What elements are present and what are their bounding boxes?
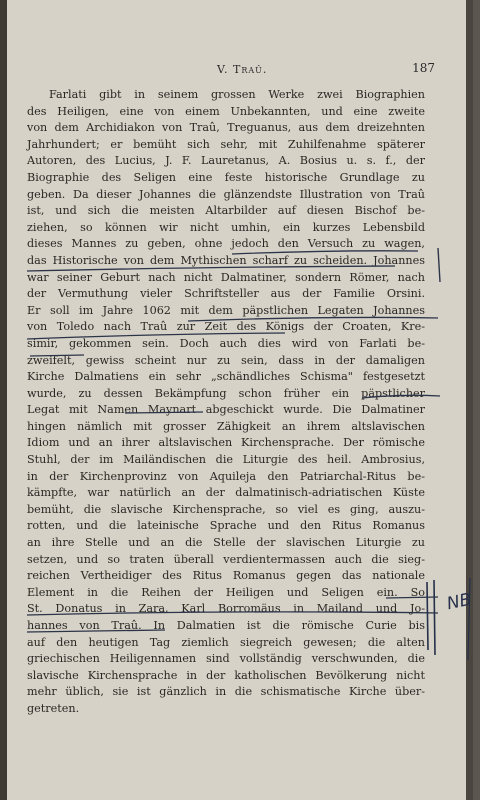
text-line: in der Kirchenprovinz von Aquileja den Patriarchal-Ritus be- bbox=[27, 469, 425, 483]
text-line: Stuhl, der im Mailändischen die Liturgie des heil. Ambrosius, bbox=[27, 453, 425, 467]
text-line: Kirche Dalmatiens ein sehr „schändliches Schisma" festgesetzt bbox=[27, 370, 425, 384]
text-line: hannes von Traû. In Dalmatien ist die römische Curie bis bbox=[27, 619, 425, 632]
text-line: bemüht, die slavische Kirchensprache, so viel es ging, auszu- bbox=[27, 502, 425, 516]
text-line: Element in die Reihen der Heiligen und Seligen ein. So bbox=[27, 585, 425, 599]
book-page bbox=[7, 0, 473, 800]
text-line: slavische Kirchensprache in der katholischen Bevölkerung nicht bbox=[27, 668, 425, 682]
text-line: ziehen, so können wir nicht umhin, ein kurzes Lebensbild bbox=[27, 220, 425, 234]
text-line: an ihre Stelle und an die Stelle der slavischen Liturgie zu bbox=[27, 536, 425, 550]
marginal-note: NB bbox=[445, 589, 474, 615]
text-line: wurde, zu dessen Bekämpfung schon früher ein päpstlicher bbox=[27, 386, 425, 400]
text-line: getreten. bbox=[27, 701, 80, 715]
text-line: kämpfte, war natürlich an der dalmatinisch-adriatischen Küste bbox=[27, 486, 425, 500]
text-line: von Toledo nach Traû zur Zeit des Königs der Croaten, Kre- bbox=[27, 320, 425, 334]
text-line: mehr üblich, sie ist gänzlich in die schismatische Kirche über- bbox=[27, 685, 425, 699]
text-line: von dem Archidiakon von Traû, Treguanus, aus dem dreizehnten bbox=[27, 121, 425, 135]
page-number: 187 bbox=[412, 61, 435, 75]
text-line: zweifelt, gewiss scheint nur zu sein, dass in der damaligen bbox=[27, 353, 425, 367]
running-head: V. Traû. bbox=[217, 63, 268, 76]
text-line: war seiner Geburt nach nicht Dalmatiner, sondern Römer, nach bbox=[27, 270, 425, 284]
text-line: das Historische von dem Mythischen scharf zu scheiden. Johannes bbox=[27, 253, 425, 267]
text-line: Autoren, des Lucius, J. F. Lauretanus, A. Bosius u. s. f., der bbox=[27, 154, 425, 168]
text-line: Er soll im Jahre 1062 mit dem päpstlichen Legaten Johannes bbox=[27, 303, 425, 317]
text-line: ist, und sich die meisten Altarbilder auf diesen Bischof be- bbox=[27, 204, 425, 218]
text-line: dieses Mannes zu geben, ohne jedoch den Versuch zu wagen, bbox=[27, 237, 425, 251]
text-line: Idiom und an ihrer altslavischen Kirchensprache. Der römische bbox=[27, 436, 425, 450]
text-line: reichen Vertheidiger des Ritus Romanus gegen das nationale bbox=[27, 569, 425, 583]
page-header bbox=[7, 63, 473, 79]
text-line: simir, gekommen sein. Doch auch dies wird von Farlati be- bbox=[27, 336, 425, 350]
body-text bbox=[27, 87, 425, 718]
scan-edge-left bbox=[0, 0, 7, 800]
text-line: Jahrhundert; er bemüht sich sehr, mit Zuhilfenahme späterer bbox=[27, 137, 425, 151]
text-line: Legat mit Namen Maynart abgeschickt wurde. Die Dalmatiner bbox=[27, 403, 425, 417]
text-line: hingen nämlich mit grosser Zähigkeit an ihrem altslavischen bbox=[27, 419, 425, 433]
text-line: St. Donatus in Zara, Karl Borromäus in Mailand und Jo- bbox=[27, 602, 425, 616]
text-line: auf den heutigen Tag ziemlich siegreich gewesen; die alten bbox=[27, 635, 425, 649]
text-line: rotten, und die lateinische Sprache und den Ritus Romanus bbox=[27, 519, 425, 533]
text-line: Farlati gibt in seinem grossen Werke zwei Biographien bbox=[49, 88, 425, 101]
text-line: geben. Da dieser Johannes die glänzendste Illustration von Traû bbox=[27, 187, 425, 201]
text-line: Biographie des Seligen eine feste historische Grundlage zu bbox=[27, 170, 425, 184]
text-line: setzen, und so traten überall verdientermassen auch die sieg- bbox=[27, 552, 425, 566]
text-line: des Heiligen, eine von einem Unbekannten, und eine zweite bbox=[27, 104, 425, 118]
text-line: griechischen Heiligennamen sind vollständig verschwunden, die bbox=[27, 652, 425, 666]
text-line: der Vermuthung vieler Schriftsteller aus der Familie Orsini. bbox=[27, 287, 425, 301]
scan-edge-right bbox=[466, 0, 473, 800]
